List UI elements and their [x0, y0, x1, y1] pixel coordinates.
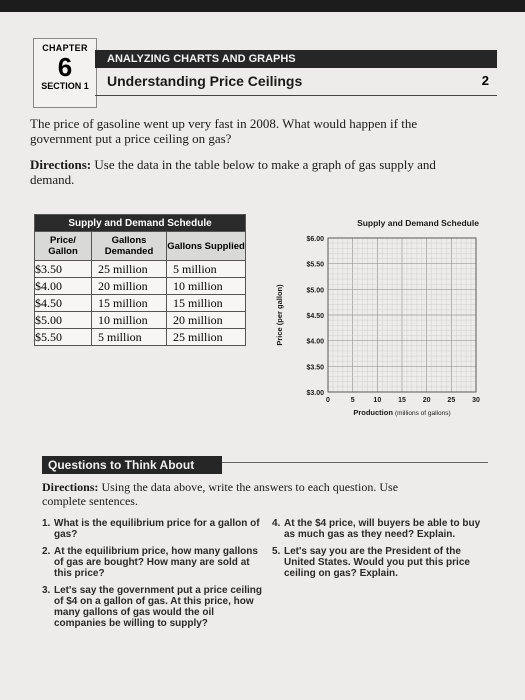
section-label: SECTION 1: [41, 81, 89, 91]
questions-directions-text: Using the data above, write the answers to each question. Use complete sentences.: [42, 480, 399, 508]
table-title: Supply and Demand Schedule: [35, 215, 246, 232]
table-cell: $4.50: [35, 295, 92, 312]
questions-right-column: [272, 518, 486, 585]
question-item: [42, 518, 264, 540]
directions-text: Use the data in the table below to make a graph of gas supply and demand.: [30, 157, 436, 187]
table-cell: 20 million: [92, 278, 167, 295]
question-text: What is the equilibrium price for a gallon of gas?: [54, 518, 260, 540]
table-header-demanded: Gallons Demanded: [92, 232, 167, 261]
worksheet-page: [0, 12, 525, 700]
question-text: At the equilibrium price, how many gallons of gas are bought? How many are sold at this price?: [54, 546, 258, 579]
x-tick-label: 20: [422, 397, 431, 404]
chart-title: Supply and Demand Schedule: [357, 218, 479, 228]
x-tick-label: 10: [373, 397, 382, 404]
table-row: [35, 261, 246, 278]
intro-paragraph: The price of gasoline went up very fast in 2008. What would happen if the government put a price ceiling on gas?: [30, 116, 418, 146]
page-number: 2: [481, 73, 489, 88]
question-text: Let's say the government put a price ceiling of $4 on a gallon of gas. At this price, how many gallons of gas would the oil companies be willing to supply?: [54, 585, 262, 629]
question-number: 4.: [272, 518, 281, 529]
questions-left-column: [42, 518, 264, 635]
page-title: Understanding Price Ceilings: [107, 73, 303, 89]
y-tick-label: $3.00: [306, 390, 324, 397]
table-row: [35, 312, 246, 329]
table-cell: $3.50: [35, 261, 92, 278]
supply-demand-table: [34, 214, 246, 346]
table-cell: 20 million: [167, 312, 246, 329]
y-axis-label: Price (per gallon): [275, 284, 284, 346]
x-tick-label: 5: [350, 397, 355, 404]
y-tick-label: $3.50: [306, 364, 324, 372]
table-cell: 5 million: [167, 261, 246, 278]
question-number: 3.: [42, 585, 51, 596]
table-row: [35, 278, 246, 295]
header-title-bar: [95, 68, 497, 96]
chapter-number: 6: [57, 52, 73, 82]
question-text: Let's say you are the President of the United States. Would you put this price ceiling on gas? Explain.: [284, 546, 470, 579]
x-tick-label: 0: [326, 397, 330, 404]
table-cell: 5 million: [92, 329, 167, 346]
question-item: [42, 546, 264, 579]
table-cell: 15 million: [92, 295, 167, 312]
question-item: [272, 546, 486, 579]
x-tick-label: 30: [472, 397, 480, 404]
x-tick-label: 25: [447, 397, 456, 404]
x-tick-label: 15: [398, 397, 406, 404]
table-cell: 10 million: [167, 278, 246, 295]
table-header-price: Price/ Gallon: [35, 232, 92, 261]
question-item: [272, 518, 486, 540]
table-row: [35, 329, 246, 346]
chapter-label: CHAPTER: [42, 43, 88, 53]
y-tick-label: $4.00: [306, 338, 324, 346]
table-cell: 25 million: [92, 261, 167, 278]
table-cell: $5.00: [35, 312, 92, 329]
x-axis-label: Production (millions of gallons): [353, 408, 451, 417]
table-header-supplied: Gallons Supplied: [167, 232, 246, 261]
questions-directions: [42, 480, 402, 508]
directions-paragraph: [30, 157, 450, 187]
table-cell: $4.00: [35, 278, 92, 295]
questions-directions-label: Directions:: [42, 480, 99, 494]
question-item: [42, 585, 264, 629]
table-cell: 25 million: [167, 329, 246, 346]
question-number: 2.: [42, 546, 51, 557]
y-tick-label: $6.00: [306, 236, 324, 243]
table-row: [35, 295, 246, 312]
table-cell: 15 million: [167, 295, 246, 312]
y-tick-label: $5.00: [306, 287, 324, 295]
questions-heading: Questions to Think About: [42, 456, 222, 474]
chapter-box: [33, 38, 97, 108]
y-tick-label: $5.50: [306, 261, 324, 269]
question-number: 5.: [272, 546, 281, 557]
y-tick-label: $4.50: [306, 313, 324, 320]
supply-demand-graph: [262, 202, 502, 434]
header-kicker: ANALYZING CHARTS AND GRAPHS: [95, 50, 497, 68]
table-cell: 10 million: [92, 312, 167, 329]
question-text: At the $4 price, will buyers be able to buy as much gas as they need? Explain.: [284, 518, 481, 540]
question-number: 1.: [42, 518, 51, 529]
table-cell: $5.50: [35, 329, 92, 346]
directions-label: Directions:: [30, 157, 92, 172]
